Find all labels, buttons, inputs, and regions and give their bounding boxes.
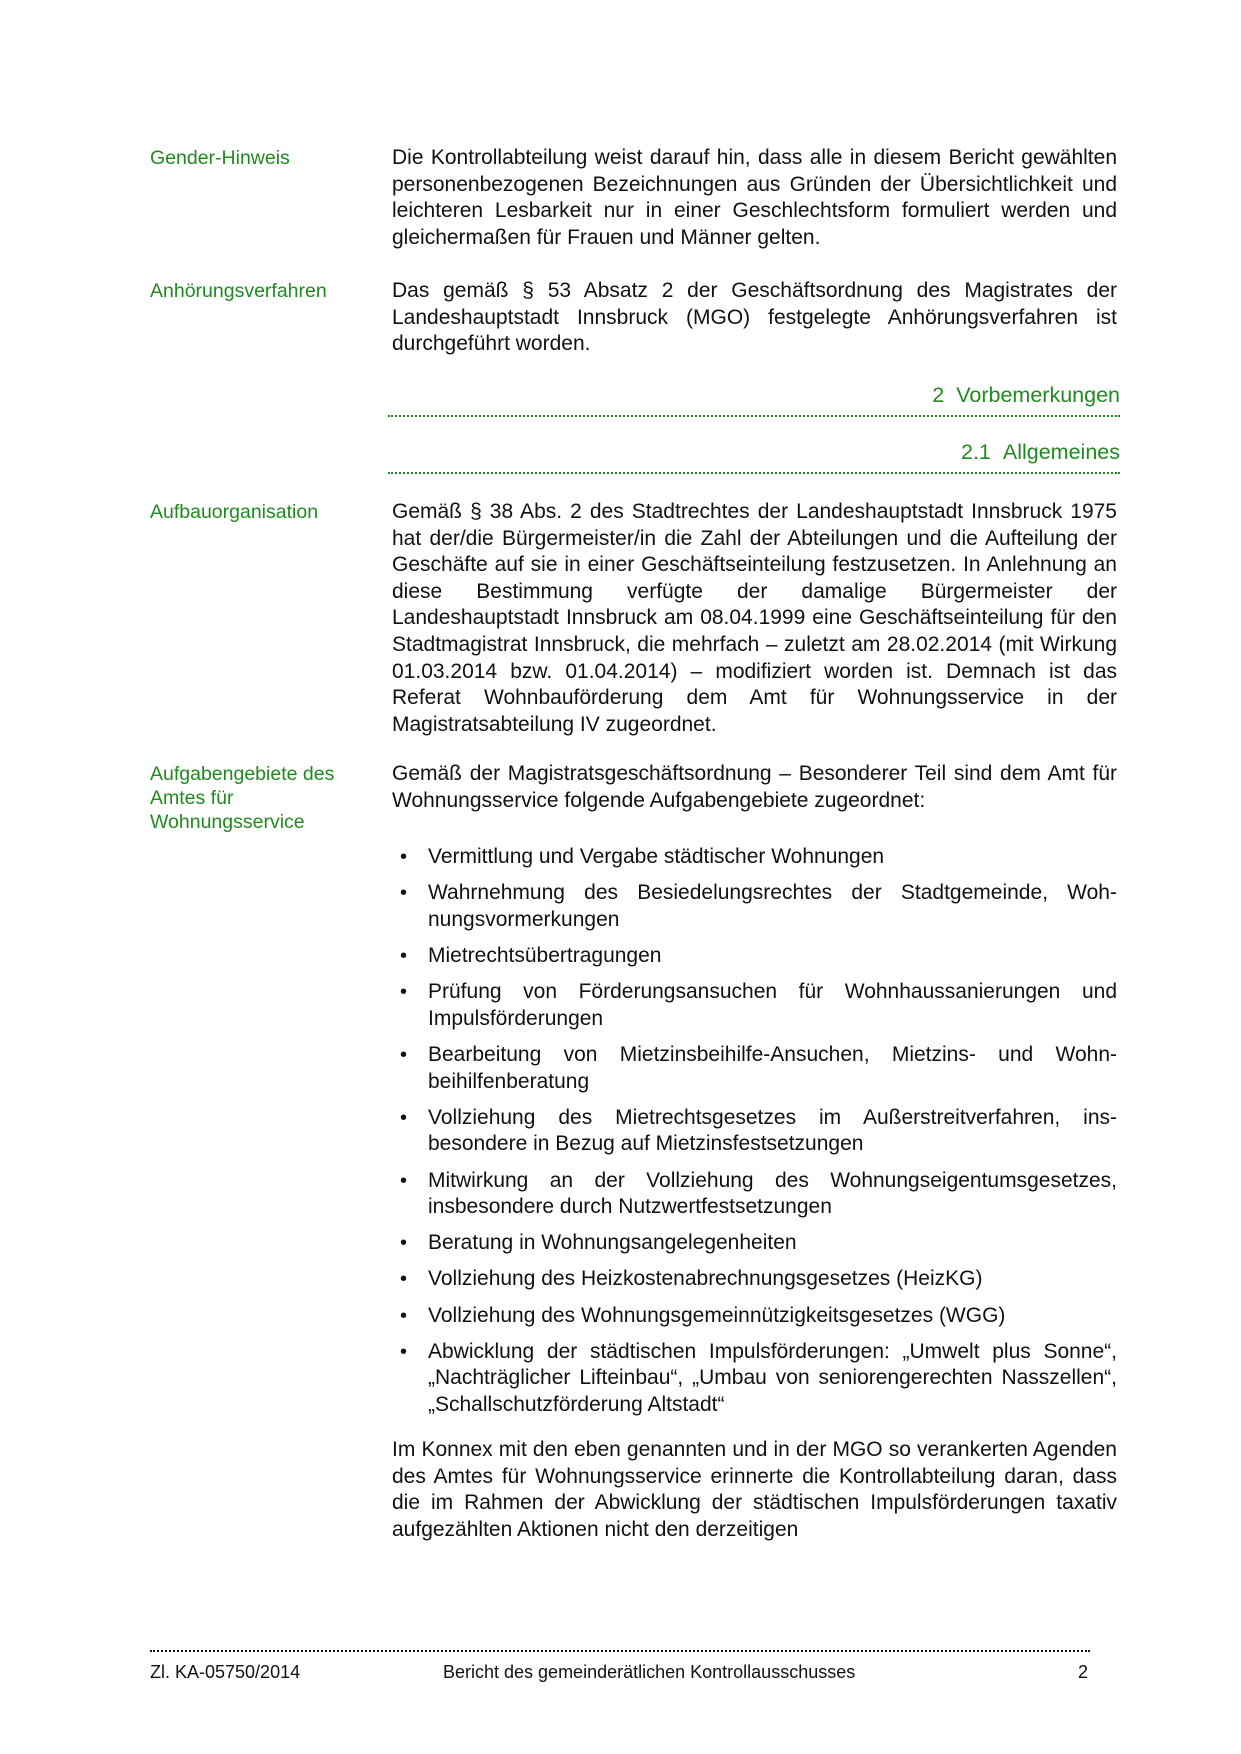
paragraph-tasks-intro: Gemäß der Magistratsgeschäftsordnung – Besonderer Teil sind dem Amt für Wohnungsservice folgende Aufgabengebiete zugeordnet: — [392, 762, 1117, 812]
bullet-icon: • — [400, 1232, 408, 1255]
paragraph-hearing: Das gemäß § 53 Absatz 2 der Geschäftsordnung des Magistrates der Landeshauptstadt Innsbruck (MGO) festgelegte Anhörungsverfahren ist durchgeführt worden. — [392, 279, 1117, 356]
list-item — [392, 943, 1117, 970]
bullet-icon: • — [400, 1304, 408, 1327]
margin-label-tasks: Aufgabengebiete des Amtes für Wohnungsservice — [150, 763, 335, 833]
margin-label-gender-note: Gender-Hinweis — [150, 147, 290, 169]
section-heading-2-1 — [388, 440, 1120, 474]
list-item — [392, 1042, 1117, 1095]
task-list — [392, 844, 1117, 1428]
list-item-text: Vermittlung und Vergabe städtischer Wohnungen — [428, 845, 885, 868]
subsection-heading-title: Allgemeines — [1002, 440, 1120, 464]
bullet-icon: • — [400, 1043, 408, 1066]
list-item-text: Prüfung von Förderungsansuchen für Wohnhaussanierungen und Impulsförderungen — [428, 980, 1117, 1030]
subsection-heading-number: 2.1 — [960, 440, 991, 464]
list-item — [392, 1339, 1117, 1419]
paragraph-tasks-closing: Im Konnex mit den eben genannten und in der MGO so verankerten Agenden des Amtes für Wohnungsservice erinnerte die Kontrollabteilung daran, dass die im Rahmen der Abwicklung der städtischen Impulsförderungen taxativ aufgezählten Aktionen nicht den derzeitigen — [392, 1438, 1117, 1541]
list-item-text: Abwicklung der städtischen Impulsförderungen: „Umwelt plus Sonne“, „Nachträglicher Lifteinbau“, „Umbau von seniorengerechten Nasszellen“, „Schallschutzförderung Altstadt“ — [428, 1339, 1117, 1417]
margin-label-structure: Aufbauorganisation — [150, 501, 319, 523]
list-item-text: Vollziehung des Heizkostenabrechnungsgesetzes (HeizKG) — [428, 1267, 983, 1291]
bullet-icon: • — [400, 846, 408, 868]
list-item-text: Vollziehung des Mietrechtsgesetzes im Außerstreitverfahren, insbesondere in Bezug auf Mietzinsfestsetzungen — [428, 1105, 1117, 1156]
bullet-icon: • — [400, 1106, 408, 1129]
bullet-icon: • — [400, 882, 408, 905]
paragraph-gender-note: Die Kontrollabteilung weist darauf hin, dass alle in diesem Bericht gewählten personenbezogenen Bezeichnungen aus Gründen der Übersichtlichkeit und leichteren Lesbarkeit nur in einer Geschlechtsform formuliert werden und gleichermaßen für Frauen und Männer gelten. — [392, 146, 1117, 249]
footer-report-title: Bericht des gemeinderätlichen Kontrollausschusses — [443, 1662, 856, 1682]
footer-reference: Zl. KA-05750/2014 — [150, 1662, 301, 1682]
list-item — [392, 844, 1117, 871]
bullet-icon: • — [400, 944, 408, 967]
list-item — [392, 979, 1117, 1032]
list-item-text: Vollziehung des Wohnungsgemeinnützigkeitsgesetzes (WGG) — [428, 1303, 1006, 1327]
list-item — [392, 1105, 1117, 1158]
list-item-text: Beratung in Wohnungsangelegenheiten — [428, 1231, 797, 1255]
list-item — [392, 1303, 1117, 1330]
list-item — [392, 880, 1117, 933]
list-item — [392, 1168, 1117, 1221]
section-heading-2 — [388, 383, 1120, 417]
section-heading-title: Vorbemerkungen — [956, 383, 1120, 407]
list-item-text: Wahrnehmung des Besiedelungsrechtes der Stadtgemeinde, Wohnungsvormerkungen — [428, 881, 1117, 931]
page-number: 2 — [1078, 1662, 1089, 1682]
paragraph-structure: Gemäß § 38 Abs. 2 des Stadtrechtes der Landeshauptstadt Innsbruck 1975 hat der/die Bürgermeister/in die Zahl der Abteilungen und die Aufteilung der Geschäfte auf sie in einer Geschäftseinteilung festzusetzen. In Anlehnung an diese Bestimmung verfügte der damalige Bürgermeister der Landeshauptstadt Innsbruck am 08.04.1999 eine Geschäftseinteilung für den Stadtmagistrat Innsbruck, die mehrfach – zuletzt am 28.02.2014 (mit Wirkung 01.03.2014 bzw. 01.04.2014) – modifiziert worden ist. Demnach ist das Referat Wohnbauförderung dem Amt für Wohnungsservice in der Magistratsabteilung IV zugeordnet. — [392, 500, 1117, 736]
list-item-text: Mietrechtsübertragungen — [428, 943, 662, 967]
list-item — [392, 1230, 1117, 1257]
margin-label-hearing: Anhörungsverfahren — [150, 280, 327, 302]
bullet-icon: • — [400, 1340, 408, 1363]
section-heading-number: 2 — [932, 383, 945, 407]
bullet-icon: • — [400, 981, 408, 1004]
list-item-text: Mitwirkung an der Vollziehung des Wohnungseigentumsgesetzes, insbesondere durch Nutzwertfestsetzungen — [428, 1168, 1117, 1219]
list-item-text: Bearbeitung von Mietzinsbeihilfe-Ansuchen, Mietzins- und Wohnbeihilfenberatung — [428, 1042, 1117, 1093]
footer-divider — [150, 1650, 1090, 1652]
bullet-icon: • — [400, 1169, 408, 1192]
bullet-icon: • — [400, 1268, 408, 1291]
list-item — [392, 1266, 1117, 1293]
